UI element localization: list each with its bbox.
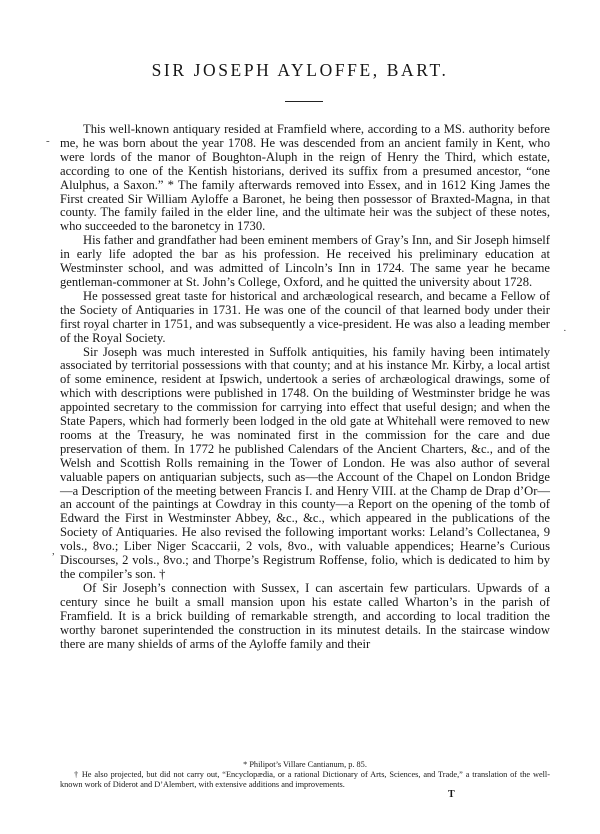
paragraph-2: His father and grandfather had been eminent members of Gray’s Inn, and Sir Joseph himself in early life adopted the bar as his profession. He received his preliminary education at Westminster school, and was admitted of Lincoln’s Inn in 1724. The same year he became gentleman-commoner at St. John’s College, Oxford, and he quitted the university about 1728. bbox=[60, 233, 550, 289]
title-rule bbox=[285, 101, 323, 102]
footnote-dagger: † He also projected, but did not carry out, “Encyclopædia, or a rational Dictionary of Arts, Sciences, and Trade,” a translation of the well-known work of Diderot and D’Alembert, with extensive additions and improvements. bbox=[60, 770, 550, 789]
margin-dot-mark: · bbox=[563, 325, 567, 337]
paragraph-3: He possessed great taste for historical and archæological research, and became a Fellow of the Society of Antiquaries in 1731. He was one of the council of that learned body under their first royal charter in 1751, and was subsequently a vice-president. He was also a leading member of the Royal Society. bbox=[60, 288, 550, 345]
paragraph-5: Of Sir Joseph’s connection with Sussex, I can ascertain few particulars. Upwards of a century since he built a small mansion upon his estate called Wharton’s in the parish of Framfield. It is a brick building of remarkable strength, and according to local tradition the worthy baronet superintended the construction in its minutest details. In the staircase window there are many shields of arms of the Ayloffe family and their bbox=[60, 580, 550, 651]
footnote-star: * Philipot’s Villare Cantianum, p. 85. bbox=[243, 760, 367, 769]
signature-mark: T bbox=[448, 789, 455, 800]
margin-tick-mark: - bbox=[46, 135, 50, 147]
margin-comma-mark: , bbox=[52, 545, 55, 557]
page-title: SIR JOSEPH AYLOFFE, BART. bbox=[151, 60, 449, 80]
footnotes bbox=[60, 760, 550, 790]
body-text bbox=[60, 123, 550, 651]
paragraph-4: Sir Joseph was much interested in Suffolk antiquities, his family having been intimately associated by territorial possessions with that county; and at his instance Mr. Kirby, a local artist of some eminence, resident at Ipswich, undertook a series of archæological drawings, some of which with descriptions were published in 1748. On the building of Westminster bridge he was appointed secretary to the commission for carrying into effect that useful design; and when the State Papers, which had formerly been lodged in the old gate at Whitehall were removed to new rooms at the Treasury, he was nominated first in the commission for the care and due preservation of them. In 1772 he published Calendars of the Ancient Charters, &c., and of the Welsh and Scottish Rolls remaining in the Tower of London. He was also author of several valuable papers on antiquarian subjects, such as—the Account of the Chapel on London Bridge—a Description of the meeting between Francis I. and Henry VIII. at the Champ de Drap d’Or—an account of the paintings at Cowdray in this county—a Report on the opening of the tomb of Edward the First in Westminster Abbey, &c., &c., which appeared in the publications of the Society of Antiquaries. He also revised the following important works: Leland’s Collectanea, 9 vols., 8vo.; Liber Niger Scaccarii, 2 vols, 8vo., with valuable appendices; Hearne’s Curious Discourses, 2 vols., 8vo.; and Thorpe’s Registrum Roffense, folio, which is dedicated to him by the compiler’s son. † bbox=[60, 344, 550, 581]
paragraph-1: This well-known antiquary resided at Framfield where, according to a MS. authority before me, he was born about the year 1708. He was descended from an ancient family in Kent, who were lords of the manor of Boughton-Aluph in the reign of Henry the Third, which estate, according to one of the Kentish historians, derived its suffix from a presumed ancestor, “one Alulphus, a Saxon.” * The family afterwards removed into Essex, and in 1612 King James the First created Sir William Ayloffe a Baronet, he being then possessor of Braxted-Magna, in that county. The family failed in the elder line, and the ultimate heir was the subject of these notes, who succeeded to the baronetcy in 1730. bbox=[60, 122, 550, 234]
